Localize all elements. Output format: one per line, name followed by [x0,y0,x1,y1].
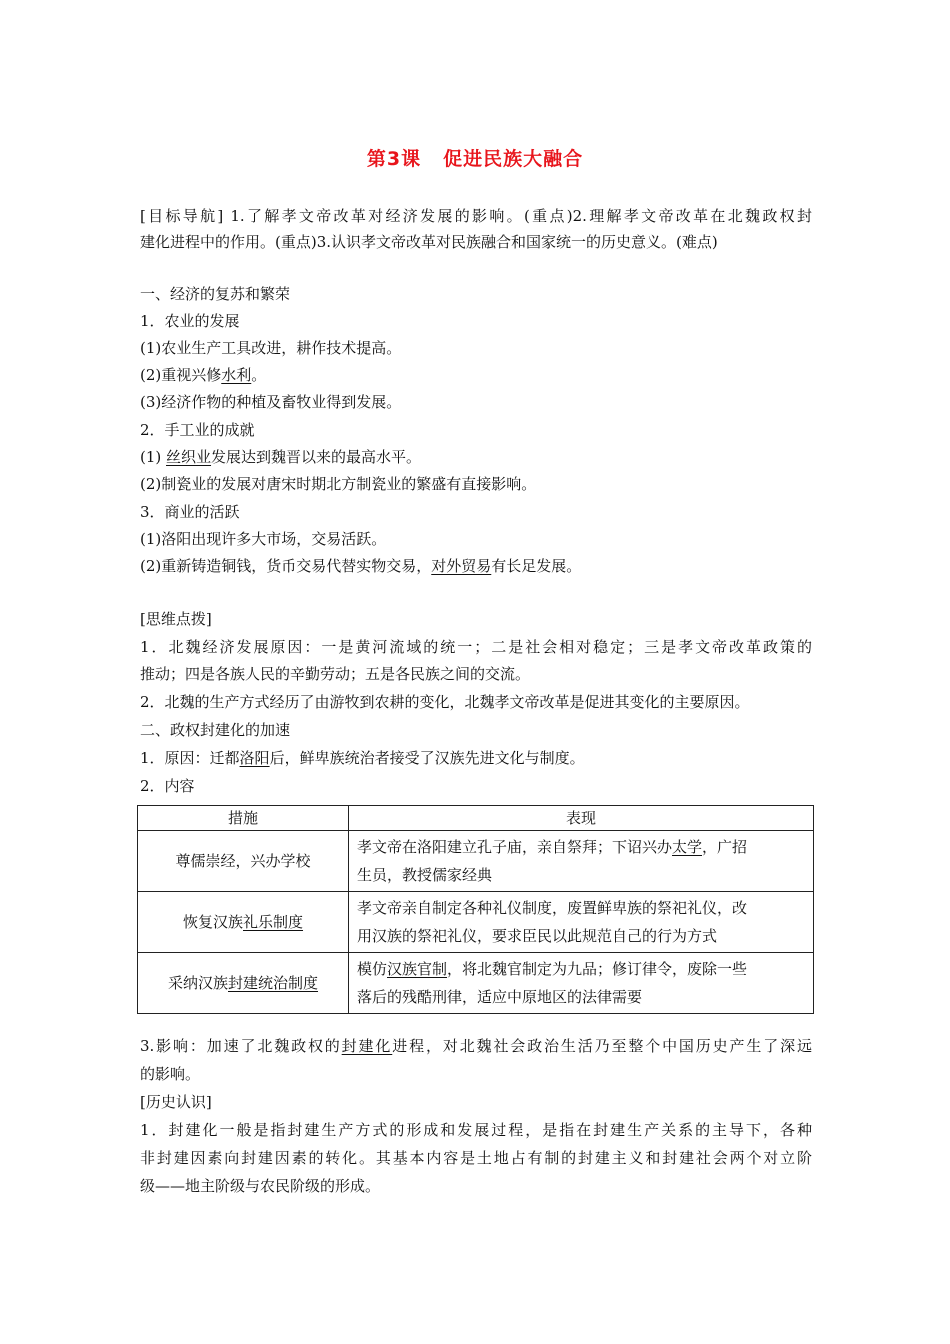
lesson-name: 促进民族大融合 [443,148,584,170]
content-label: 2．内容 [140,777,195,795]
thinking-point-2: 2．北魏的生产方式经历了由游牧到农耕的变化，北魏孝文帝改革是促进其变化的主要原因。 [140,693,750,711]
thinking-label: [思维点拨] [140,610,212,628]
keyword-feudal-system: 封建统治制度 [228,974,319,992]
history-line-1: 1．封建化一般是指封建生产方式的形成和发展过程，是指在封建生产关系的主导下，各种 [140,1121,812,1139]
manifestation-cell: 模仿汉族官制，将北魏官制定为九品；修订律令，废除一些 落后的残酷刑律，适应中原地区的法律需要 [349,953,814,1014]
manifestation-cell: 孝文帝在洛阳建立孔子庙，亲自祭拜；下诏兴办太学，广招 生员，教授儒家经典 [349,831,814,892]
commerce-title: 3．商业的活跃 [140,503,240,521]
handicraft-point-2: (2)制瓷业的发展对唐宋时期北方制瓷业的繁盛有直接影响。 [140,475,537,493]
cause-line: 1．原因：迁都洛阳后，鲜卑族统治者接受了汉族先进文化与制度。 [140,749,585,767]
section-1-heading: 一、经济的复苏和繁荣 [140,285,291,303]
handicraft-title: 2．手工业的成就 [140,421,255,439]
lesson-number: 第3课 [366,148,422,170]
impact-line-2: 的影响。 [140,1065,201,1083]
table-header-measures: 措施 [138,806,349,831]
agriculture-title: 1．农业的发展 [140,312,240,330]
keyword-feudalization: 封建化 [341,1037,393,1055]
table-row [138,892,814,953]
keyword-rites-music: 礼乐制度 [243,913,304,931]
measure-cell: 尊儒崇经，兴办学校 [138,831,349,892]
measure-cell: 采纳汉族封建统治制度 [138,953,349,1014]
agriculture-point-1: (1)农业生产工具改进，耕作技术提高。 [140,339,402,357]
keyword-water-conservancy: 水利 [221,366,252,384]
table-header-row [138,806,814,831]
commerce-point-1: (1)洛阳出现许多大市场，交易活跃。 [140,530,387,548]
manifestation-cell: 孝文帝亲自制定各种礼仪制度，废置鲜卑族的祭祀礼仪，改 用汉族的祭祀礼仪，要求臣民以此规范自己的行为方式 [349,892,814,953]
keyword-taixue: 太学 [672,838,703,856]
table-row [138,831,814,892]
commerce-point-2: (2)重新铸造铜钱，货币交易代替实物交易，对外贸易有长足发展。 [140,557,582,575]
history-label: [历史认识] [140,1093,212,1111]
handicraft-point-1: (1) 丝织业发展达到魏晋以来的最高水平。 [140,448,422,466]
table-row [138,953,814,1014]
thinking-point-1-line-2: 推动；四是各族人民的辛勤劳动；五是各民族之间的交流。 [140,665,531,683]
agriculture-point-2: (2)重视兴修水利。 [140,366,267,384]
thinking-point-1-line-1: 1．北魏经济发展原因：一是黄河流域的统一；二是社会相对稳定；三是孝文帝改革政策的 [140,638,812,656]
impact-line-1: 3.影响：加速了北魏政权的封建化进程，对北魏社会政治生活乃至整个中国历史产生了深远 [140,1037,812,1055]
section-2-heading: 二、政权封建化的加速 [140,721,291,739]
keyword-foreign-trade: 对外贸易 [431,557,492,575]
keyword-luoyang: 洛阳 [239,749,270,767]
keyword-silk: 丝织业 [166,448,212,466]
history-line-3: 级——地主阶级与农民阶级的形成。 [140,1177,381,1195]
measures-table [137,805,814,1014]
objectives-line-2: 建化进程中的作用。(重点)3.认识孝文帝改革对民族融合和国家统一的历史意义。(难点) [140,233,718,251]
lesson-title [0,144,950,171]
history-line-2: 非封建因素向封建因素的转化。其基本内容是土地占有制的封建主义和封建社会两个对立阶 [140,1149,812,1167]
objectives-line-1: [目标导航] 1.了解孝文帝改革对经济发展的影响。(重点)2.理解孝文帝改革在北魏政权封 [140,207,812,225]
keyword-han-official-system: 汉族官制 [387,960,448,978]
table-header-manifestation: 表现 [349,806,814,831]
measure-cell: 恢复汉族礼乐制度 [138,892,349,953]
agriculture-point-3: (3)经济作物的种植及畜牧业得到发展。 [140,393,402,411]
